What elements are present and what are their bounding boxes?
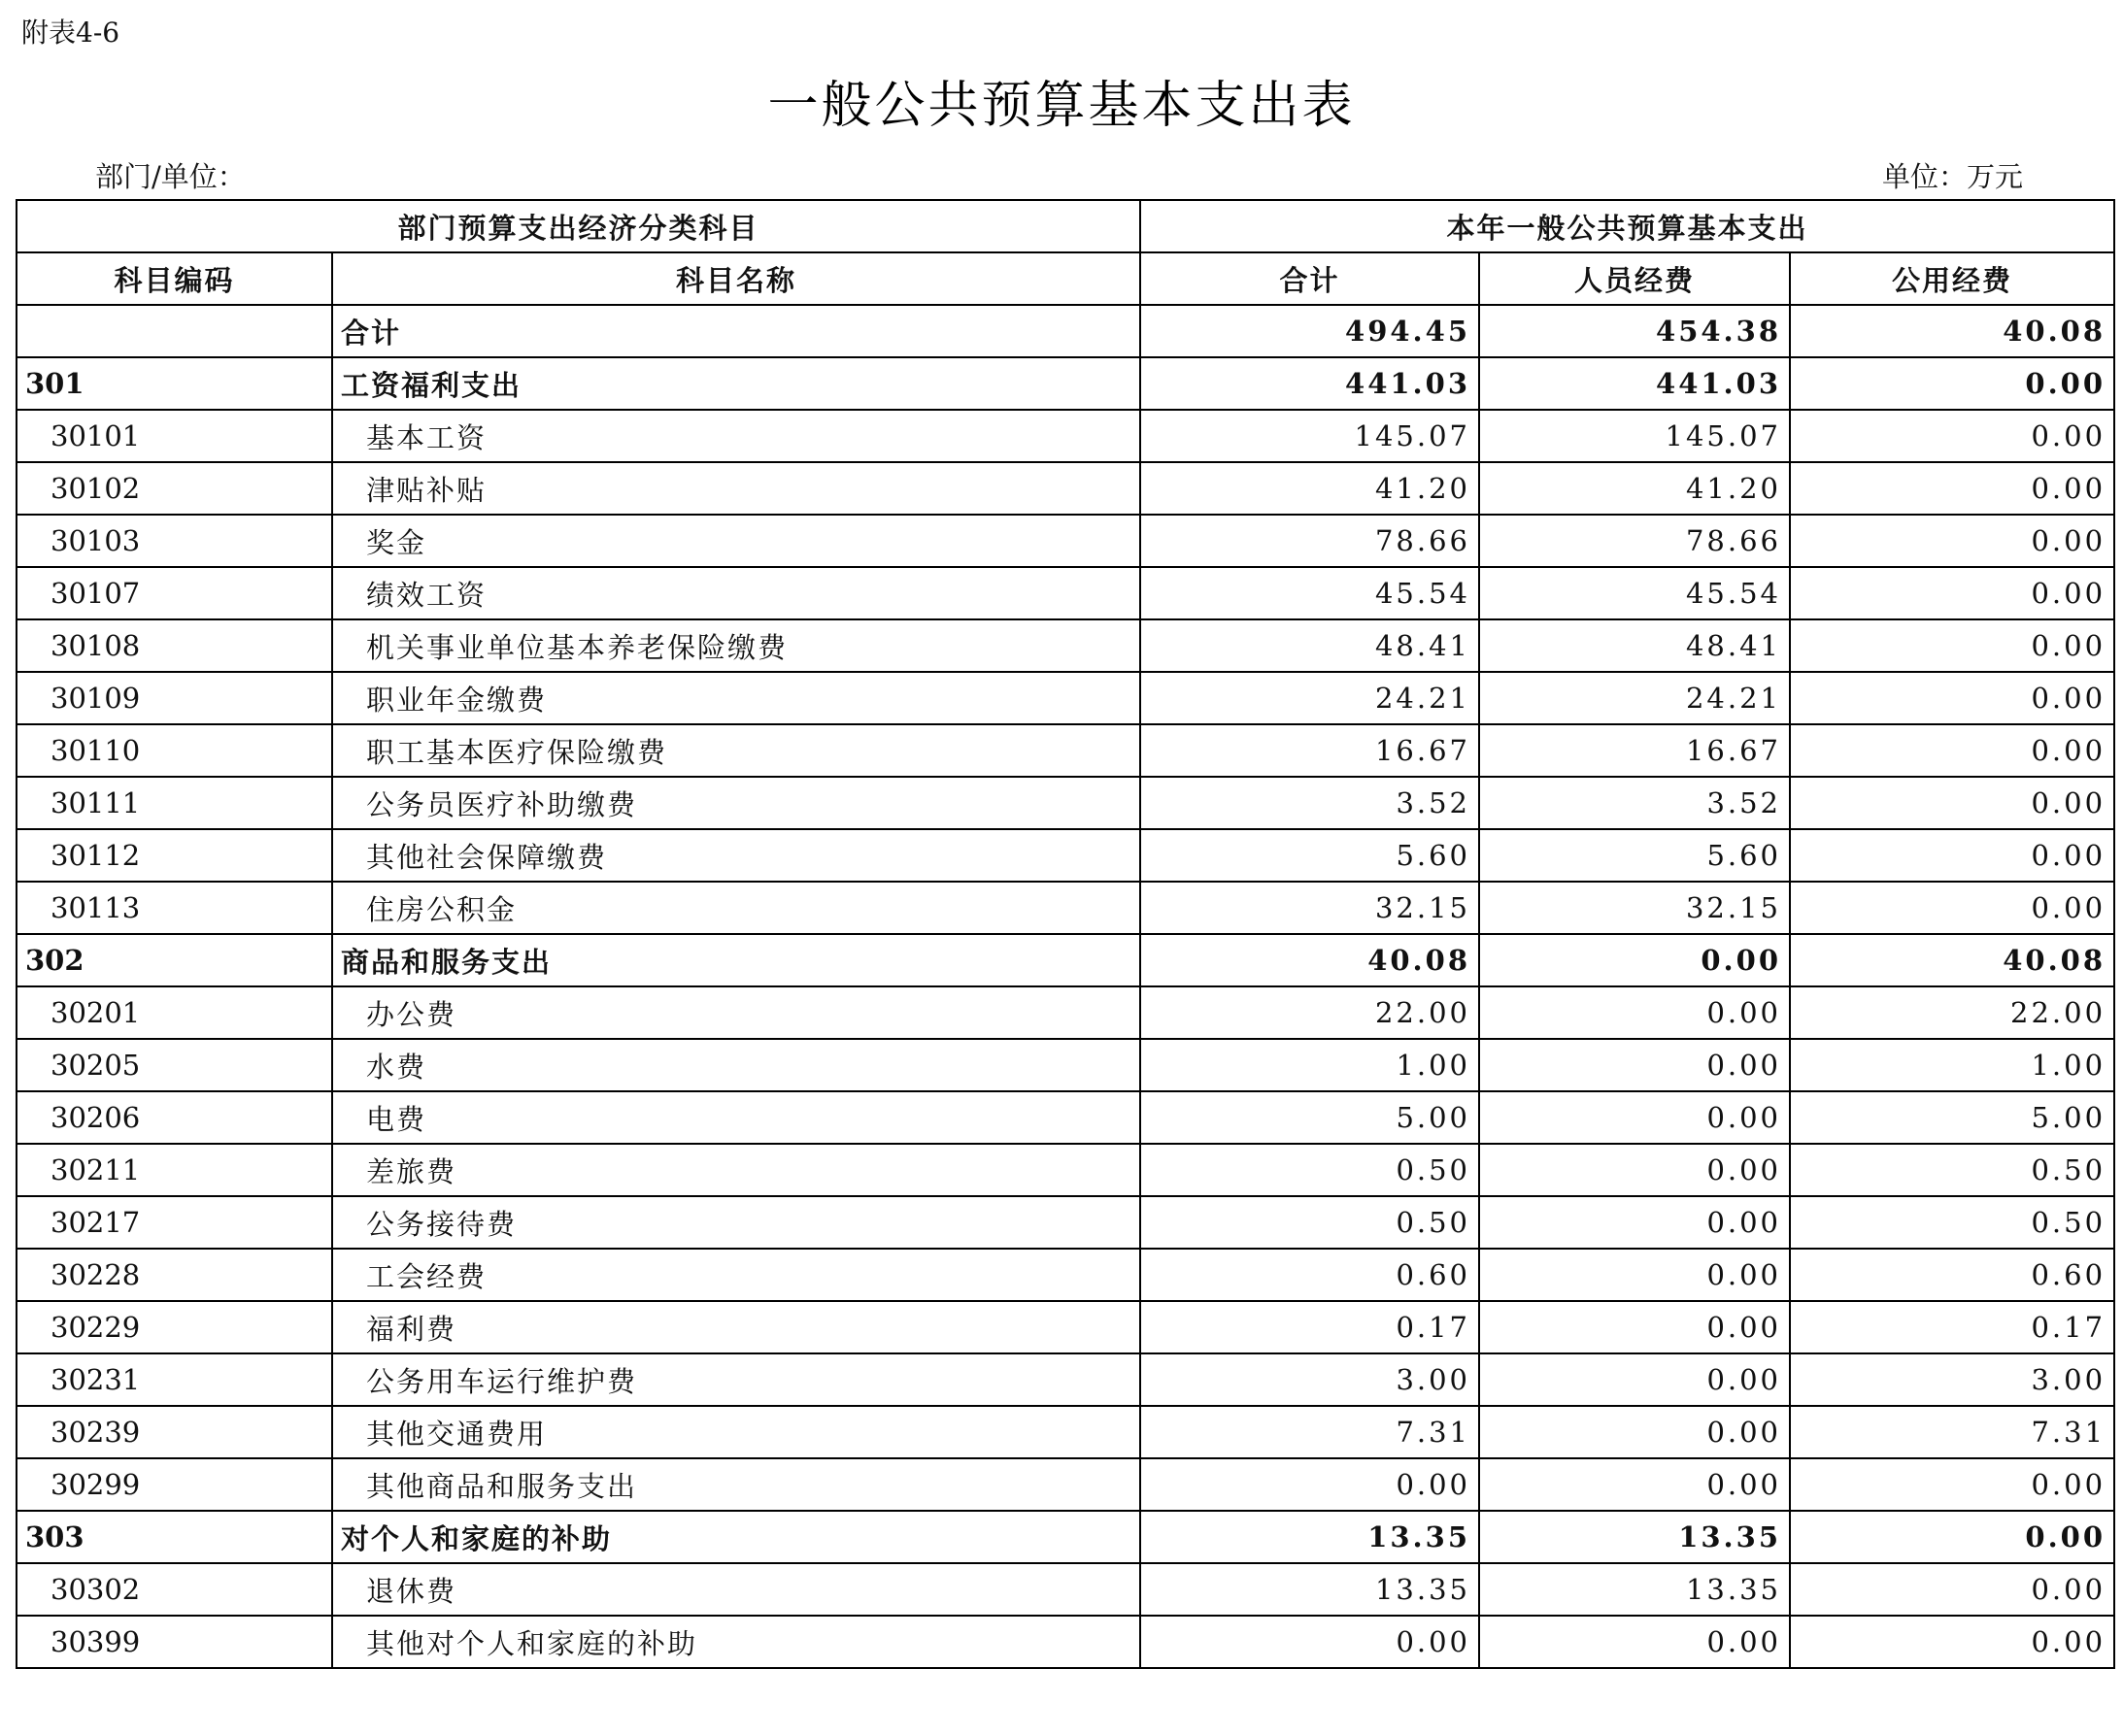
name-cell: 其他商品和服务支出 — [332, 1458, 1140, 1511]
personnel-cell: 5.60 — [1479, 829, 1790, 882]
code-cell: 30101 — [17, 410, 332, 462]
total-cell: 0.50 — [1140, 1144, 1479, 1196]
total-cell: 1.00 — [1140, 1039, 1479, 1091]
personnel-cell: 454.38 — [1479, 305, 1790, 357]
public-cell: 0.00 — [1790, 1616, 2114, 1668]
header-total: 合计 — [1140, 252, 1479, 305]
total-cell: 16.67 — [1140, 724, 1479, 777]
table-row — [17, 986, 2114, 1039]
public-cell: 0.00 — [1790, 777, 2114, 829]
table-row — [17, 1196, 2114, 1249]
personnel-cell: 32.15 — [1479, 882, 1790, 934]
public-cell: 40.08 — [1790, 305, 2114, 357]
personnel-cell: 41.20 — [1479, 462, 1790, 515]
table-row — [17, 777, 2114, 829]
table-row — [17, 1144, 2114, 1196]
name-cell: 退休费 — [332, 1563, 1140, 1616]
code-cell: 30228 — [17, 1249, 332, 1301]
name-cell: 其他交通费用 — [332, 1406, 1140, 1458]
name-cell: 办公费 — [332, 986, 1140, 1039]
public-cell: 5.00 — [1790, 1091, 2114, 1144]
personnel-cell: 78.66 — [1479, 515, 1790, 567]
table-row — [17, 1406, 2114, 1458]
public-cell: 22.00 — [1790, 986, 2114, 1039]
code-cell: 30201 — [17, 986, 332, 1039]
header-basic-expenditure: 本年一般公共预算基本支出 — [1140, 200, 2114, 252]
code-cell: 30217 — [17, 1196, 332, 1249]
table-row — [17, 724, 2114, 777]
name-cell: 差旅费 — [332, 1144, 1140, 1196]
total-row — [17, 305, 2114, 357]
page-title: 一般公共预算基本支出表 — [767, 77, 1356, 135]
total-cell: 5.00 — [1140, 1091, 1479, 1144]
code-cell: 30109 — [17, 672, 332, 724]
personnel-cell: 0.00 — [1479, 1616, 1790, 1668]
code-cell: 30103 — [17, 515, 332, 567]
code-cell: 302 — [17, 934, 332, 986]
category-row — [17, 934, 2114, 986]
header-column-row — [17, 252, 2114, 305]
personnel-cell: 48.41 — [1479, 619, 1790, 672]
table-row — [17, 1458, 2114, 1511]
code-cell: 30111 — [17, 777, 332, 829]
public-cell: 1.00 — [1790, 1039, 2114, 1091]
total-cell: 24.21 — [1140, 672, 1479, 724]
public-cell: 0.00 — [1790, 515, 2114, 567]
table-row — [17, 619, 2114, 672]
name-cell: 其他对个人和家庭的补助 — [332, 1616, 1140, 1668]
public-cell: 0.00 — [1790, 724, 2114, 777]
public-cell: 0.00 — [1790, 567, 2114, 619]
header-personnel: 人员经费 — [1479, 252, 1790, 305]
public-cell: 0.00 — [1790, 462, 2114, 515]
name-cell: 福利费 — [332, 1301, 1140, 1353]
code-cell: 30211 — [17, 1144, 332, 1196]
name-cell: 公务员医疗补助缴费 — [332, 777, 1140, 829]
personnel-cell: 0.00 — [1479, 934, 1790, 986]
code-cell: 30107 — [17, 567, 332, 619]
name-cell: 工会经费 — [332, 1249, 1140, 1301]
total-cell: 45.54 — [1140, 567, 1479, 619]
total-cell: 22.00 — [1140, 986, 1479, 1039]
table-row — [17, 1616, 2114, 1668]
unit-label: 单位：万元 — [1881, 160, 2023, 193]
table-row — [17, 515, 2114, 567]
public-cell: 0.00 — [1790, 1458, 2114, 1511]
table-row — [17, 829, 2114, 882]
public-cell: 0.50 — [1790, 1196, 2114, 1249]
name-cell: 水费 — [332, 1039, 1140, 1091]
code-cell — [17, 305, 332, 357]
header-code: 科目编码 — [17, 252, 332, 305]
code-cell: 30113 — [17, 882, 332, 934]
total-cell: 7.31 — [1140, 1406, 1479, 1458]
personnel-cell: 0.00 — [1479, 1458, 1790, 1511]
personnel-cell: 16.67 — [1479, 724, 1790, 777]
name-cell: 职业年金缴费 — [332, 672, 1140, 724]
public-cell: 7.31 — [1790, 1406, 2114, 1458]
code-cell: 30112 — [17, 829, 332, 882]
header-name: 科目名称 — [332, 252, 1140, 305]
name-cell: 公务用车运行维护费 — [332, 1353, 1140, 1406]
public-cell: 3.00 — [1790, 1353, 2114, 1406]
public-cell: 0.00 — [1790, 1511, 2114, 1563]
total-cell: 13.35 — [1140, 1511, 1479, 1563]
public-cell: 0.00 — [1790, 357, 2114, 410]
code-cell: 30108 — [17, 619, 332, 672]
personnel-cell: 0.00 — [1479, 1196, 1790, 1249]
personnel-cell: 145.07 — [1479, 410, 1790, 462]
code-cell: 30206 — [17, 1091, 332, 1144]
personnel-cell: 24.21 — [1479, 672, 1790, 724]
public-cell: 0.00 — [1790, 829, 2114, 882]
total-cell: 0.50 — [1140, 1196, 1479, 1249]
table-row — [17, 882, 2114, 934]
total-cell: 3.00 — [1140, 1353, 1479, 1406]
name-cell: 工资福利支出 — [332, 357, 1140, 410]
department-label: 部门/单位： — [95, 160, 246, 193]
name-cell: 公务接待费 — [332, 1196, 1140, 1249]
name-cell: 职工基本医疗保险缴费 — [332, 724, 1140, 777]
personnel-cell: 0.00 — [1479, 1039, 1790, 1091]
name-cell: 对个人和家庭的补助 — [332, 1511, 1140, 1563]
name-cell: 合计 — [332, 305, 1140, 357]
code-cell: 30239 — [17, 1406, 332, 1458]
personnel-cell: 0.00 — [1479, 1301, 1790, 1353]
public-cell: 0.00 — [1790, 619, 2114, 672]
budget-table — [16, 199, 2115, 1669]
name-cell: 津贴补贴 — [332, 462, 1140, 515]
total-cell: 48.41 — [1140, 619, 1479, 672]
personnel-cell: 0.00 — [1479, 1353, 1790, 1406]
personnel-cell: 45.54 — [1479, 567, 1790, 619]
attachment-label: 附表4-6 — [21, 17, 120, 49]
code-cell: 301 — [17, 357, 332, 410]
total-cell: 32.15 — [1140, 882, 1479, 934]
category-row — [17, 357, 2114, 410]
table-row — [17, 1353, 2114, 1406]
table-row — [17, 410, 2114, 462]
name-cell: 机关事业单位基本养老保险缴费 — [332, 619, 1140, 672]
total-cell: 3.52 — [1140, 777, 1479, 829]
name-cell: 奖金 — [332, 515, 1140, 567]
table-row — [17, 567, 2114, 619]
table-row — [17, 1249, 2114, 1301]
total-cell: 13.35 — [1140, 1563, 1479, 1616]
header-economic-classification: 部门预算支出经济分类科目 — [17, 200, 1140, 252]
header-public: 公用经费 — [1790, 252, 2114, 305]
name-cell: 电费 — [332, 1091, 1140, 1144]
personnel-cell: 0.00 — [1479, 1249, 1790, 1301]
table-row — [17, 1091, 2114, 1144]
table-row — [17, 1563, 2114, 1616]
table-row — [17, 462, 2114, 515]
total-cell: 494.45 — [1140, 305, 1479, 357]
code-cell: 303 — [17, 1511, 332, 1563]
table-row — [17, 1301, 2114, 1353]
category-row — [17, 1511, 2114, 1563]
code-cell: 30205 — [17, 1039, 332, 1091]
table-row — [17, 1039, 2114, 1091]
public-cell: 0.60 — [1790, 1249, 2114, 1301]
name-cell: 绩效工资 — [332, 567, 1140, 619]
total-cell: 78.66 — [1140, 515, 1479, 567]
code-cell: 30110 — [17, 724, 332, 777]
name-cell: 其他社会保障缴费 — [332, 829, 1140, 882]
code-cell: 30102 — [17, 462, 332, 515]
code-cell: 30229 — [17, 1301, 332, 1353]
public-cell: 40.08 — [1790, 934, 2114, 986]
total-cell: 0.00 — [1140, 1616, 1479, 1668]
name-cell: 住房公积金 — [332, 882, 1140, 934]
code-cell: 30302 — [17, 1563, 332, 1616]
personnel-cell: 441.03 — [1479, 357, 1790, 410]
total-cell: 0.60 — [1140, 1249, 1479, 1301]
total-cell: 145.07 — [1140, 410, 1479, 462]
total-cell: 0.00 — [1140, 1458, 1479, 1511]
header-group-row — [17, 200, 2114, 252]
personnel-cell: 3.52 — [1479, 777, 1790, 829]
personnel-cell: 0.00 — [1479, 986, 1790, 1039]
personnel-cell: 0.00 — [1479, 1091, 1790, 1144]
personnel-cell: 13.35 — [1479, 1511, 1790, 1563]
personnel-cell: 0.00 — [1479, 1406, 1790, 1458]
public-cell: 0.00 — [1790, 410, 2114, 462]
total-cell: 441.03 — [1140, 357, 1479, 410]
public-cell: 0.00 — [1790, 1563, 2114, 1616]
public-cell: 0.00 — [1790, 672, 2114, 724]
public-cell: 0.17 — [1790, 1301, 2114, 1353]
code-cell: 30299 — [17, 1458, 332, 1511]
name-cell: 商品和服务支出 — [332, 934, 1140, 986]
total-cell: 40.08 — [1140, 934, 1479, 986]
table-row — [17, 672, 2114, 724]
public-cell: 0.00 — [1790, 882, 2114, 934]
total-cell: 0.17 — [1140, 1301, 1479, 1353]
code-cell: 30231 — [17, 1353, 332, 1406]
public-cell: 0.50 — [1790, 1144, 2114, 1196]
name-cell: 基本工资 — [332, 410, 1140, 462]
personnel-cell: 0.00 — [1479, 1144, 1790, 1196]
code-cell: 30399 — [17, 1616, 332, 1668]
total-cell: 5.60 — [1140, 829, 1479, 882]
total-cell: 41.20 — [1140, 462, 1479, 515]
personnel-cell: 13.35 — [1479, 1563, 1790, 1616]
